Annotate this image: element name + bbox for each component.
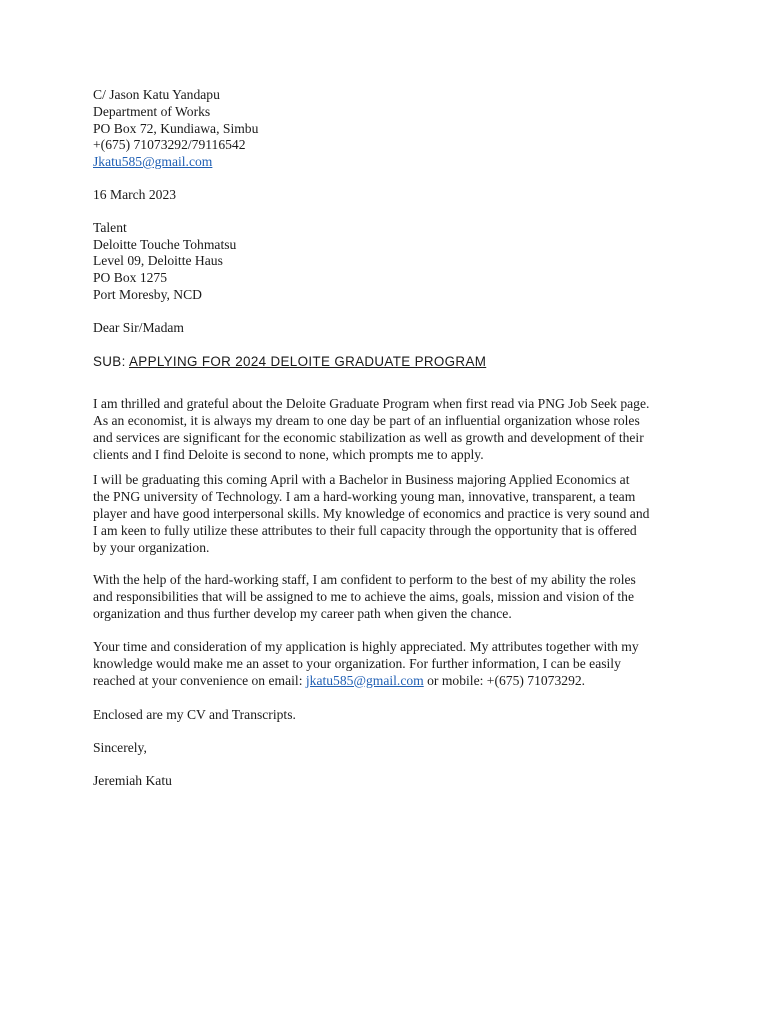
contact-text: reached at your convenience on email: (93, 672, 306, 688)
paragraph-line: I am thrilled and grateful about the Deloite Graduate Program when first read via PNG Job Seek page. (93, 396, 650, 411)
sender-address: PO Box 72, Kundiawa, Simbu (93, 121, 259, 136)
paragraph-2 (93, 472, 693, 557)
paragraph-line: knowledge would make me an asset to your organization. For further information, I can be easily (93, 655, 621, 671)
paragraph-line: Your time and consideration of my application is highly appreciated. My attributes together with my (93, 639, 639, 654)
paragraph-4 (93, 639, 693, 690)
salutation: Dear Sir/Madam (93, 320, 184, 335)
recipient-line-1: Talent (93, 220, 127, 235)
paragraph-line: the PNG university of Technology. I am a hard-working young man, innovative, transparent, a team (93, 488, 636, 504)
subject-line (93, 353, 486, 371)
paragraph-line: With the help of the hard-working staff, I am confident to perform to the best of my ability the roles (93, 572, 636, 587)
letter-date: 16 March 2023 (93, 187, 177, 202)
contact-email-link[interactable]: jkatu585@gmail.com (305, 672, 424, 688)
enclosure-line: Enclosed are my CV and Transcripts. (93, 707, 296, 722)
paragraph-line: organization and thus further develop my career path when given the chance. (93, 605, 512, 621)
recipient-line-2: Deloitte Touche Tohmatsu (93, 237, 237, 252)
subject-title: APPLYING FOR 2024 DELOITE GRADUATE PROGRAM (129, 354, 487, 369)
paragraph-3 (93, 572, 693, 623)
paragraph-line: and responsibilities that will be assigned to me to achieve the aims, goals, mission and vision of the (93, 588, 635, 604)
paragraph-line: player and have good interpersonal skills. My knowledge of economics and practice is very sound and (93, 505, 650, 521)
signature-name: Jeremiah Katu (93, 773, 172, 788)
closing: Sincerely, (93, 740, 147, 755)
paragraph-line: I will be graduating this coming April with a Bachelor in Business majoring Applied Economics at (93, 472, 630, 487)
sender-email-link[interactable]: Jkatu585@gmail.com (93, 154, 213, 169)
subject-prefix: SUB: (93, 354, 129, 369)
recipient-line-4: PO Box 1275 (93, 270, 168, 285)
paragraph-line: I am keen to fully utilize these attributes to their full capacity through the opportunity that is offered (93, 522, 637, 538)
sender-department: Department of Works (93, 104, 211, 119)
sender-phone: +(675) 71073292/79116542 (93, 137, 246, 152)
sender-name: C/ Jason Katu Yandapu (93, 87, 220, 102)
paragraph-line: clients and I find Deloite is second to none, which prompts me to apply. (93, 446, 484, 462)
paragraph-line: by your organization. (93, 539, 210, 555)
recipient-line-5: Port Moresby, NCD (93, 287, 203, 302)
paragraph-line (93, 673, 693, 690)
recipient-line-3: Level 09, Deloitte Haus (93, 253, 223, 268)
paragraph-1 (93, 396, 693, 464)
contact-mobile-text: or mobile: +(675) 71073292. (423, 672, 586, 688)
paragraph-line: As an economist, it is always my dream to one day be part of an influential organization whose roles (93, 412, 640, 428)
paragraph-line: and services are significant for the economic stabilization as well as growth and development of their (93, 429, 644, 445)
